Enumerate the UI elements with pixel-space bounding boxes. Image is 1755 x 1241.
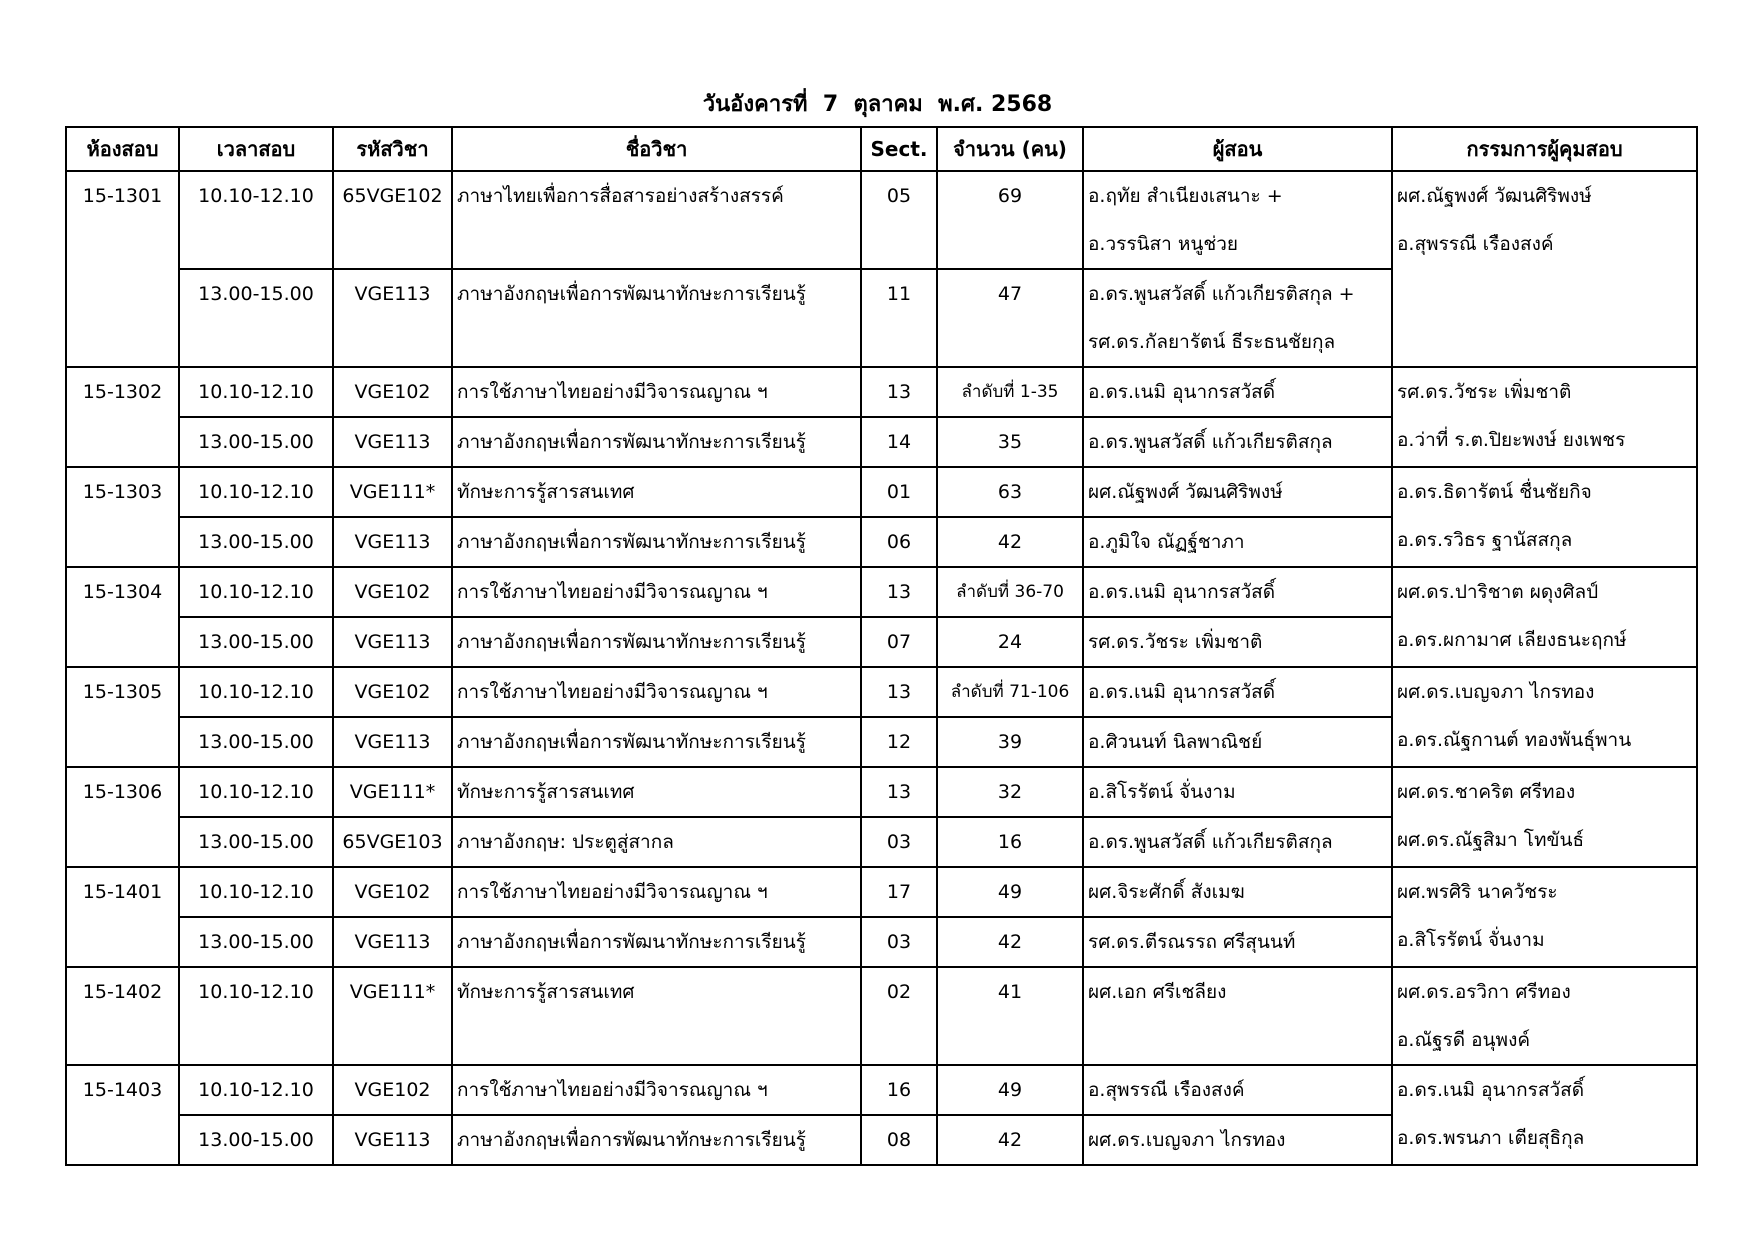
count-cell: 24 — [937, 617, 1083, 667]
time-cell: 10.10-12.10 — [179, 567, 333, 617]
code-cell: VGE111* — [333, 767, 452, 817]
count-cell: 47 — [937, 269, 1083, 367]
proctor-line: ผศ.พรศิริ นาควัชระ — [1397, 881, 1558, 903]
proctor-line: ผศ.ดร.ปาริชาต ผดุงศิลป์ — [1397, 581, 1599, 603]
instructor-cell: อ.ภูมิใจ ณัฏฐ์ชาภา — [1083, 517, 1392, 567]
time-cell: 13.00-15.00 — [179, 617, 333, 667]
time-cell: 13.00-15.00 — [179, 417, 333, 467]
code-cell: VGE111* — [333, 967, 452, 1065]
header-time: เวลาสอบ — [179, 127, 333, 171]
proctor-line: อ.ณัฐรดี อนุพงค์ — [1397, 1029, 1531, 1051]
room-cell: 15-1303 — [66, 467, 179, 567]
code-cell: 65VGE103 — [333, 817, 452, 867]
instructor-cell: อ.สิโรรัตน์ จั่นงาม — [1083, 767, 1392, 817]
count-cell: 35 — [937, 417, 1083, 467]
code-cell: VGE113 — [333, 517, 452, 567]
room-cell: 15-1302 — [66, 367, 179, 467]
proctor-line: อ.ดร.ธิดารัตน์ ชื่นชัยกิจ — [1397, 481, 1592, 503]
code-cell: VGE102 — [333, 567, 452, 617]
sect-cell: 05 — [861, 171, 937, 269]
proctor-line: ผศ.ดร.เบญจภา ไกรทอง — [1397, 681, 1595, 703]
proctor-line: รศ.ดร.วัชระ เพิ่มชาติ — [1397, 381, 1572, 403]
proctor-line: อ.ว่าที่ ร.ต.ปิยะพงษ์ ยงเพชร — [1397, 429, 1626, 451]
sect-cell: 06 — [861, 517, 937, 567]
name-cell: ภาษาอังกฤษเพื่อการพัฒนาทักษะการเรียนรู้ — [452, 417, 861, 467]
code-cell: VGE102 — [333, 367, 452, 417]
sect-cell: 02 — [861, 967, 937, 1065]
table-row — [66, 367, 1697, 417]
table-row — [66, 171, 1697, 269]
code-cell: VGE113 — [333, 269, 452, 367]
proctor-line: ผศ.ณัฐพงศ์ วัฒนศิริพงษ์ — [1397, 185, 1592, 207]
instructor-cell: อ.ดร.พูนสวัสดิ์ แก้วเกียรติสกุล — [1083, 817, 1392, 867]
code-cell: VGE113 — [333, 417, 452, 467]
proctor-line: อ.ดร.ณัฐกานต์ ทองพันธุ์พาน — [1397, 729, 1632, 751]
count-cell: 41 — [937, 967, 1083, 1065]
name-cell: ทักษะการรู้สารสนเทศ — [452, 967, 861, 1065]
time-cell: 10.10-12.10 — [179, 867, 333, 917]
proctor-line: อ.ดร.เนมิ อุนากรสวัสดิ์ — [1397, 1079, 1585, 1101]
name-cell: การใช้ภาษาไทยอย่างมีวิจารณญาณ ฯ — [452, 567, 861, 617]
count-cell: ลำดับที่ 1-35 — [937, 367, 1083, 417]
proctors-cell — [1392, 367, 1697, 467]
time-cell: 10.10-12.10 — [179, 367, 333, 417]
table-row — [66, 1065, 1697, 1115]
instructor-line: รศ.ดร.กัลยารัตน์ ธีระธนชัยกุล — [1088, 331, 1336, 353]
table-row — [66, 667, 1697, 717]
sect-cell: 01 — [861, 467, 937, 517]
code-cell: VGE113 — [333, 1115, 452, 1165]
instructor-line: อ.วรรนิสา หนูช่วย — [1088, 233, 1239, 255]
name-cell: ภาษาอังกฤษเพื่อการพัฒนาทักษะการเรียนรู้ — [452, 717, 861, 767]
instructor-line: อ.ฤทัย สำเนียงเสนาะ + — [1088, 185, 1283, 207]
instructor-cell: รศ.ดร.ตีรณรรถ ศรีสุนนท์ — [1083, 917, 1392, 967]
table-row — [66, 467, 1697, 517]
count-cell: 39 — [937, 717, 1083, 767]
instructor-cell: อ.สุพรรณี เรืองสงค์ — [1083, 1065, 1392, 1115]
proctor-line: อ.ดร.ผกามาศ เลียงธนะฤกษ์ — [1397, 629, 1627, 651]
proctor-line: อ.ดร.รวิธร ฐานัสสกุล — [1397, 529, 1573, 551]
name-cell: ภาษาอังกฤษเพื่อการพัฒนาทักษะการเรียนรู้ — [452, 517, 861, 567]
time-cell: 13.00-15.00 — [179, 717, 333, 767]
time-cell: 10.10-12.10 — [179, 171, 333, 269]
code-cell: VGE102 — [333, 867, 452, 917]
name-cell: การใช้ภาษาไทยอย่างมีวิจารณญาณ ฯ — [452, 667, 861, 717]
sect-cell: 13 — [861, 667, 937, 717]
code-cell: VGE113 — [333, 617, 452, 667]
sect-cell: 14 — [861, 417, 937, 467]
proctor-line: อ.สิโรรัตน์ จั่นงาม — [1397, 929, 1545, 951]
name-cell: ภาษาอังกฤษ: ประตูสู่สากล — [452, 817, 861, 867]
proctor-line: ผศ.ดร.ชาคริต ศรีทอง — [1397, 781, 1576, 803]
table-row — [66, 567, 1697, 617]
code-cell: VGE102 — [333, 667, 452, 717]
sect-cell: 03 — [861, 817, 937, 867]
count-cell: ลำดับที่ 71-106 — [937, 667, 1083, 717]
time-cell: 13.00-15.00 — [179, 1115, 333, 1165]
name-cell: ภาษาอังกฤษเพื่อการพัฒนาทักษะการเรียนรู้ — [452, 269, 861, 367]
header-instructor: ผู้สอน — [1083, 127, 1392, 171]
instructor-cell — [1083, 269, 1392, 367]
proctors-cell — [1392, 567, 1697, 667]
instructor-cell: อ.ศิวนนท์ นิลพาณิชย์ — [1083, 717, 1392, 767]
instructor-cell: ผศ.ณัฐพงศ์ วัฒนศิริพงษ์ — [1083, 467, 1392, 517]
count-cell: 42 — [937, 917, 1083, 967]
sect-cell: 12 — [861, 717, 937, 767]
proctors-cell — [1392, 1065, 1697, 1165]
room-cell: 15-1304 — [66, 567, 179, 667]
sect-cell: 17 — [861, 867, 937, 917]
instructor-cell: อ.ดร.พูนสวัสดิ์ แก้วเกียรติสกุล — [1083, 417, 1392, 467]
room-cell: 15-1401 — [66, 867, 179, 967]
code-cell: VGE113 — [333, 917, 452, 967]
header-room: ห้องสอบ — [66, 127, 179, 171]
header-name: ชื่อวิชา — [452, 127, 861, 171]
time-cell: 13.00-15.00 — [179, 517, 333, 567]
sect-cell: 16 — [861, 1065, 937, 1115]
instructor-cell: ผศ.เอก ศรีเชลียง — [1083, 967, 1392, 1065]
time-cell: 13.00-15.00 — [179, 917, 333, 967]
count-cell: 49 — [937, 867, 1083, 917]
name-cell: การใช้ภาษาไทยอย่างมีวิจารณญาณ ฯ — [452, 1065, 861, 1115]
count-cell: 49 — [937, 1065, 1083, 1115]
count-cell: ลำดับที่ 36-70 — [937, 567, 1083, 617]
count-cell: 63 — [937, 467, 1083, 517]
instructor-cell — [1083, 171, 1392, 269]
header-code: รหัสวิชา — [333, 127, 452, 171]
count-cell: 16 — [937, 817, 1083, 867]
name-cell: ทักษะการรู้สารสนเทศ — [452, 467, 861, 517]
name-cell: ทักษะการรู้สารสนเทศ — [452, 767, 861, 817]
room-cell: 15-1301 — [66, 171, 179, 367]
proctors-cell — [1392, 467, 1697, 567]
instructor-cell: รศ.ดร.วัชระ เพิ่มชาติ — [1083, 617, 1392, 667]
instructor-cell: ผศ.จิระศักดิ์ สังเมฆ — [1083, 867, 1392, 917]
time-cell: 10.10-12.10 — [179, 1065, 333, 1115]
sect-cell: 13 — [861, 567, 937, 617]
count-cell: 32 — [937, 767, 1083, 817]
time-cell: 13.00-15.00 — [179, 817, 333, 867]
header-sect: Sect. — [861, 127, 937, 171]
sect-cell: 13 — [861, 367, 937, 417]
time-cell: 10.10-12.10 — [179, 467, 333, 517]
instructor-line: อ.ดร.พูนสวัสดิ์ แก้วเกียรติสกุล + — [1088, 283, 1355, 305]
exam-schedule-table — [65, 126, 1698, 1166]
sect-cell: 08 — [861, 1115, 937, 1165]
proctor-line: อ.สุพรรณี เรืองสงค์ — [1397, 233, 1554, 255]
instructor-cell: อ.ดร.เนมิ อุนากรสวัสดิ์ — [1083, 367, 1392, 417]
time-cell: 13.00-15.00 — [179, 269, 333, 367]
name-cell: การใช้ภาษาไทยอย่างมีวิจารณญาณ ฯ — [452, 867, 861, 917]
sect-cell: 03 — [861, 917, 937, 967]
name-cell: ภาษาอังกฤษเพื่อการพัฒนาทักษะการเรียนรู้ — [452, 917, 861, 967]
room-cell: 15-1305 — [66, 667, 179, 767]
room-cell: 15-1402 — [66, 967, 179, 1065]
room-cell: 15-1306 — [66, 767, 179, 867]
sect-cell: 07 — [861, 617, 937, 667]
proctors-cell — [1392, 967, 1697, 1065]
proctors-cell — [1392, 667, 1697, 767]
room-cell: 15-1403 — [66, 1065, 179, 1165]
proctor-line: ผศ.ดร.ณัฐสิมา โทขันธ์ — [1397, 829, 1585, 851]
header-row — [66, 127, 1697, 171]
name-cell: ภาษาอังกฤษเพื่อการพัฒนาทักษะการเรียนรู้ — [452, 1115, 861, 1165]
proctors-cell — [1392, 867, 1697, 967]
proctor-line: ผศ.ดร.อรวิกา ศรีทอง — [1397, 981, 1571, 1003]
header-proctors: กรรมการผู้คุมสอบ — [1392, 127, 1697, 171]
code-cell: VGE111* — [333, 467, 452, 517]
sect-cell: 11 — [861, 269, 937, 367]
table-row — [66, 767, 1697, 817]
instructor-cell: อ.ดร.เนมิ อุนากรสวัสดิ์ — [1083, 567, 1392, 617]
name-cell: การใช้ภาษาไทยอย่างมีวิจารณญาณ ฯ — [452, 367, 861, 417]
proctors-cell — [1392, 171, 1697, 367]
header-count: จำนวน (คน) — [937, 127, 1083, 171]
count-cell: 69 — [937, 171, 1083, 269]
time-cell: 10.10-12.10 — [179, 967, 333, 1065]
instructor-cell: ผศ.ดร.เบญจภา ไกรทอง — [1083, 1115, 1392, 1165]
name-cell: ภาษาอังกฤษเพื่อการพัฒนาทักษะการเรียนรู้ — [452, 617, 861, 667]
instructor-cell: อ.ดร.เนมิ อุนากรสวัสดิ์ — [1083, 667, 1392, 717]
code-cell: 65VGE102 — [333, 171, 452, 269]
code-cell: VGE102 — [333, 1065, 452, 1115]
sect-cell: 13 — [861, 767, 937, 817]
table-row — [66, 867, 1697, 917]
name-cell: ภาษาไทยเพื่อการสื่อสารอย่างสร้างสรรค์ — [452, 171, 861, 269]
proctors-cell — [1392, 767, 1697, 867]
time-cell: 10.10-12.10 — [179, 667, 333, 717]
time-cell: 10.10-12.10 — [179, 767, 333, 817]
page-title: วันอังคารที่ 7 ตุลาคม พ.ศ. 2568 — [702, 92, 1053, 117]
count-cell: 42 — [937, 517, 1083, 567]
code-cell: VGE113 — [333, 717, 452, 767]
proctor-line: อ.ดร.พรนภา เตียสุธิกุล — [1397, 1127, 1585, 1149]
table-row — [66, 967, 1697, 1065]
count-cell: 42 — [937, 1115, 1083, 1165]
